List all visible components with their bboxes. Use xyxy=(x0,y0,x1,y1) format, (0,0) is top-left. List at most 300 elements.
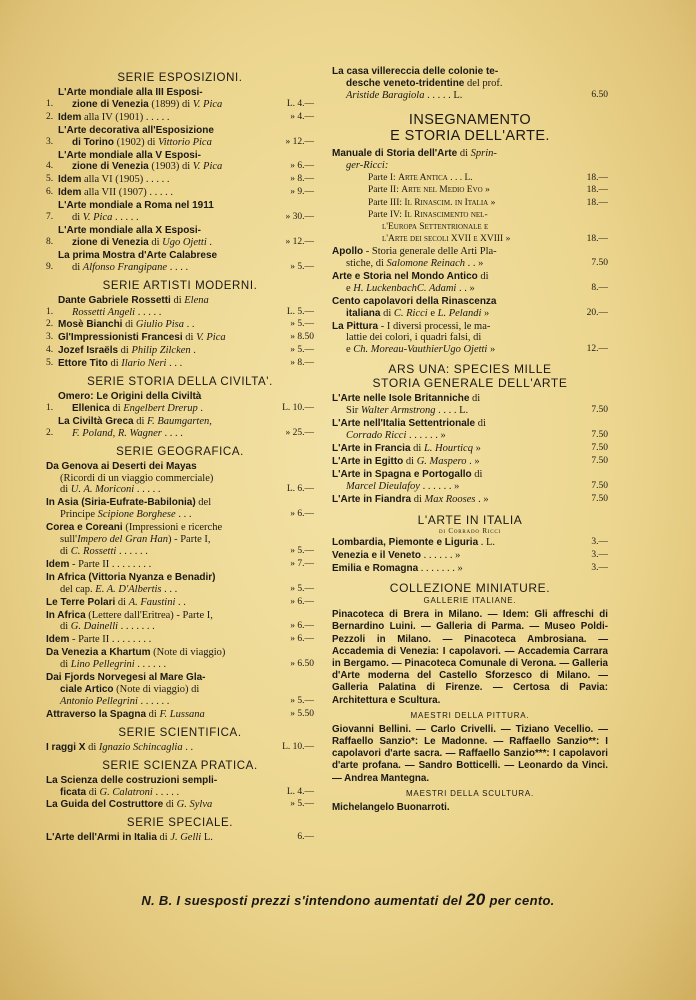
entry-leader: . » xyxy=(475,493,489,505)
entry-author: Lino Pellegrini xyxy=(70,659,135,671)
entry-text-part: (Lettere dall'Eritrea) - Parte I, xyxy=(85,609,213,621)
entry-title: Apollo xyxy=(332,246,364,258)
catalog-entry xyxy=(46,150,314,174)
entry-price: » 6.— xyxy=(290,621,314,632)
entry-author: Philip Zilcken xyxy=(131,345,191,357)
entry-author: Ugo Ojetti xyxy=(442,344,488,356)
catalog-entry xyxy=(46,647,314,671)
entry-price: 7.50 xyxy=(591,405,608,416)
entry-title: La Guida del Costruttore xyxy=(46,799,164,811)
entry-title: Dante Gabriele Rossetti xyxy=(58,294,171,306)
entry-title: L'Arte in Francia xyxy=(332,442,411,454)
entry-author: V. Pica xyxy=(196,332,226,344)
entry-text-part: (Ricordi di un viaggio commerciale) xyxy=(60,472,214,484)
entry-title: L'Arte in Egitto xyxy=(332,455,404,467)
entry-text-part: alla VI (1905) . . . . . xyxy=(81,174,170,186)
entry-title: Idem xyxy=(46,634,70,646)
entry-leader: » xyxy=(472,442,481,454)
entry-continuation xyxy=(58,307,276,319)
catalog-entry xyxy=(46,522,314,558)
catalog-entry xyxy=(332,321,608,357)
entry-title: In Africa xyxy=(46,609,86,621)
entry-text-part: di xyxy=(182,332,197,344)
entry-title: La Civiltà Greca xyxy=(58,415,134,427)
entry-author: Aristide Baragiola xyxy=(346,89,425,101)
entry-leader: ) - Parte I, xyxy=(167,534,211,546)
entry-number: 5. xyxy=(46,174,54,185)
entry-author: L. Hourticq xyxy=(423,442,473,454)
entry-leader: » xyxy=(481,307,490,319)
entry-author: ger-Ricci: xyxy=(346,159,389,171)
entry-price: L. 4.— xyxy=(286,98,314,109)
volume-part xyxy=(332,210,608,245)
entry-text-part: di xyxy=(109,402,124,414)
entry-text-part: di xyxy=(146,708,160,720)
entry-text-part: (Note di viaggio) di xyxy=(113,683,200,695)
entry-text xyxy=(46,559,276,571)
volume-part-text xyxy=(332,173,570,185)
entry-continuation xyxy=(58,262,276,274)
entry-leader: . L. xyxy=(478,537,496,549)
note-percent: 20 xyxy=(466,890,486,909)
catalog-entry xyxy=(46,358,314,370)
entry-author: Ch. Moreau-Vauthier xyxy=(353,344,443,356)
entry-title: In Asia (Siria-Eufrate-Babilonia) xyxy=(46,497,196,509)
entry-continuation xyxy=(46,659,276,671)
entry-price: L. 5.— xyxy=(286,306,314,317)
entry-author: Elena xyxy=(184,294,209,306)
entry-text xyxy=(58,174,276,186)
entry-number: 8. xyxy=(46,236,54,247)
entry-continuation xyxy=(46,546,276,558)
entry-title: Idem xyxy=(58,187,82,199)
entry-text-part: di xyxy=(156,832,171,844)
section-title-arsuna: ARS UNA: SPECIES MILLE xyxy=(388,362,552,377)
entry-text xyxy=(332,469,570,493)
entry-price: » 8.50 xyxy=(290,332,314,343)
entry-continuation xyxy=(332,344,570,356)
entry-text xyxy=(46,497,276,521)
entry-title: L'Arte mondiale alla III Esposi- xyxy=(58,87,203,98)
entry-leader: . . . . . L. xyxy=(424,89,463,101)
entry-title: Ettore Tito xyxy=(58,358,108,370)
entry-leader: . . . . xyxy=(167,261,189,273)
section-title-esposizioni: SERIE ESPOSIZIONI. xyxy=(117,72,243,84)
entry-leader: . . » xyxy=(464,258,484,269)
entry-text-part: di xyxy=(86,786,100,798)
entry-price: » 12.— xyxy=(285,236,314,247)
entry-number: 5. xyxy=(46,358,54,369)
catalog-entry xyxy=(46,416,314,440)
entry-continuation xyxy=(46,584,276,596)
entry-text-part: sull' xyxy=(60,534,78,546)
catalog-entry xyxy=(46,634,314,646)
entry-author: V. Pica xyxy=(192,98,223,110)
entry-price: » 8.— xyxy=(290,358,314,369)
entry-price: » 12.— xyxy=(285,136,314,147)
entry-continuation xyxy=(58,137,276,149)
section-subtitle-insegnamento: E STORIA DELL'ARTE. xyxy=(390,127,550,144)
catalog-entry xyxy=(332,550,608,562)
entry-text-part: del prof. xyxy=(464,77,503,89)
entry-text xyxy=(58,319,276,331)
catalog-entry xyxy=(46,391,314,415)
entry-text-part: di xyxy=(410,442,424,454)
catalog-entry xyxy=(46,319,314,331)
catalog-entry xyxy=(46,672,314,708)
entry-author: A. Faustini xyxy=(128,596,176,608)
entry-text-part: - Parte II . . . . . . . . xyxy=(69,558,152,570)
catalog-entry xyxy=(332,537,608,549)
entry-title: Idem xyxy=(58,111,82,123)
entry-leader: . . . . xyxy=(161,427,183,439)
catalog-entry xyxy=(46,174,314,186)
entry-title: L'Arte mondiale alla V Esposi- xyxy=(58,149,201,161)
entry-leader: . xyxy=(190,345,196,357)
entry-leader: . . . . . xyxy=(112,212,139,224)
entry-text-part: - Parte II . . . . . . . . xyxy=(69,634,152,646)
entry-author: Ilario Neri xyxy=(121,358,167,370)
entry-text xyxy=(46,461,276,497)
entry-number: 4. xyxy=(46,345,54,356)
entry-author: Giulio Pisa xyxy=(135,319,185,331)
volume-part-label: Parte IV: xyxy=(368,210,405,221)
entry-continuation xyxy=(46,787,276,799)
entry-price: 18.— xyxy=(586,197,608,208)
entry-continuation xyxy=(332,90,570,102)
entry-leader: . . . . . xyxy=(135,306,162,318)
entry-price: » 6.50 xyxy=(290,659,314,670)
catalog-entry xyxy=(332,456,608,468)
entry-author: Rossetti Angeli xyxy=(72,306,136,318)
entry-text xyxy=(332,550,570,562)
entry-continuation xyxy=(46,534,276,546)
entry-price: » 5.50 xyxy=(290,708,314,719)
entry-price: 7.50 xyxy=(591,480,608,491)
entry-text xyxy=(332,456,570,468)
entry-text-part: di xyxy=(380,307,394,319)
entry-text xyxy=(46,610,276,634)
entry-author: V. Pica xyxy=(192,161,223,173)
entry-title: La Scienza delle costruzioni sempli- xyxy=(46,774,218,786)
entry-price: 18.— xyxy=(586,172,608,183)
entry-title: Venezia e il Veneto xyxy=(332,550,421,562)
entry-text-part: di xyxy=(148,236,163,248)
entry-number: 1. xyxy=(46,98,54,109)
entry-continuation xyxy=(332,308,570,320)
entry-author: G. Maspero xyxy=(416,455,467,467)
entry-price: » 6.— xyxy=(290,161,314,172)
entry-author: Ugo Ojetti xyxy=(162,236,207,248)
entry-title: Lombardia, Piemonte e Liguria xyxy=(332,537,479,549)
entry-text-part: (1899) di xyxy=(148,98,193,110)
volume-part-cont xyxy=(368,234,570,246)
entry-price: 12.— xyxy=(586,344,608,355)
entry-text-part: alla IV (1901) . . . . . xyxy=(81,111,170,123)
entry-author: J. Gelli xyxy=(170,832,202,844)
entry-text-part: di xyxy=(471,468,483,480)
entry-title: Mosè Bianchi xyxy=(58,319,123,331)
entry-author: G. Sylva xyxy=(176,799,213,811)
entry-text-part: di xyxy=(72,261,83,273)
section-title-speciale: SERIE SPECIALE. xyxy=(126,817,234,830)
entry-text xyxy=(332,443,570,455)
entry-text xyxy=(58,225,276,249)
catalog-entry xyxy=(46,125,314,149)
entry-title-cont: zione di Venezia xyxy=(72,161,149,173)
entry-title: Idem xyxy=(46,558,70,570)
entry-continuation xyxy=(58,428,276,440)
entry-price: » 7.— xyxy=(290,558,314,569)
entry-leader: . . xyxy=(184,319,195,331)
volume-part-text xyxy=(332,185,570,197)
entry-text xyxy=(332,563,570,575)
entry-leader: . . . . . . » xyxy=(420,550,461,562)
entry-continuation xyxy=(46,684,276,696)
entry-title: Le Terre Polari xyxy=(46,596,116,608)
entry-price: » 25.— xyxy=(285,427,314,438)
entry-price: » 5.— xyxy=(290,261,314,272)
entry-text-part: e xyxy=(346,282,354,294)
entry-text xyxy=(58,200,276,224)
entry-leader: . . » xyxy=(456,282,475,294)
section-title-geografica: SERIE GEOGRAFICA. xyxy=(116,445,244,458)
entry-title: La Pittura xyxy=(332,320,379,332)
entry-text xyxy=(46,742,276,754)
entry-text-part: di xyxy=(60,484,71,496)
entry-title: L'Arte nelle Isole Britanniche xyxy=(332,393,470,405)
entry-number: 1. xyxy=(46,306,54,317)
entry-author: Marcel Dieulafoy xyxy=(346,480,420,492)
entry-price: » 5.— xyxy=(290,546,314,556)
entry-text-part: (1903) di xyxy=(148,161,193,173)
entry-continuation xyxy=(332,78,570,90)
section-subtitle-arsuna: STORIA GENERALE DELL'ARTE xyxy=(372,376,568,391)
entry-title: Jozef Israëls xyxy=(58,345,119,357)
entry-continuation xyxy=(332,430,570,442)
catalog-entry xyxy=(46,200,314,224)
volume-part-cont: l'Europa Settentrionale e xyxy=(382,221,489,232)
volume-part-text xyxy=(332,198,570,210)
catalog-entry xyxy=(46,559,314,571)
entry-price: » 4.— xyxy=(290,111,314,122)
entry-text-part: e xyxy=(427,307,438,319)
catalog-entry xyxy=(46,497,314,521)
entry-leader: . . . . . . xyxy=(134,659,167,671)
entry-text xyxy=(46,775,276,799)
catalog-entry xyxy=(332,246,608,270)
entry-title-cont: zione di Venezia xyxy=(72,236,149,248)
entry-continuation xyxy=(332,405,570,417)
entry-title: Da Genova ai Deserti dei Mayas xyxy=(46,460,197,472)
volume-part-title: Arte nel Medio Evo xyxy=(401,185,483,196)
entry-price: 6.— xyxy=(297,832,314,843)
entry-title: Emilia e Romagna xyxy=(332,563,419,575)
catalog-entry xyxy=(46,461,314,497)
entry-number: 2. xyxy=(46,319,54,330)
entry-title: L'Arte in Fiandra xyxy=(332,493,412,505)
entry-price: 20.— xyxy=(586,307,608,318)
entry-text-part: (1902) di xyxy=(114,136,159,148)
volume-part-label: Parte III: xyxy=(368,197,405,208)
entry-title-cont: ficata xyxy=(60,786,87,798)
entry-author: Alfonso Frangipane xyxy=(82,261,168,273)
entry-leader: . . . . . . » xyxy=(419,480,460,492)
entry-price: » 5.— xyxy=(290,345,314,356)
entry-price: 7.50 xyxy=(591,455,608,466)
entry-leader: . . . . . xyxy=(152,786,180,798)
entry-leader: . . . . . . . » xyxy=(418,563,463,575)
entry-author: Corrado Ricci xyxy=(346,429,407,441)
entry-title: L'Arte dell'Armi in Italia xyxy=(46,832,157,844)
catalog-entry xyxy=(46,775,314,799)
entry-text xyxy=(332,418,570,442)
entry-continuation xyxy=(58,99,276,111)
entry-leader: . xyxy=(197,402,204,414)
entry-text-part: di xyxy=(122,319,136,331)
entry-title-cont: desche veneto-tridentine xyxy=(346,77,465,89)
entry-text xyxy=(46,572,276,596)
entry-text-part: del xyxy=(195,497,212,509)
entry-title: La casa villereccia delle colonie te- xyxy=(332,66,499,77)
entry-continuation xyxy=(58,161,276,173)
entry-text xyxy=(46,634,276,646)
entry-continuation xyxy=(332,481,570,493)
volume-part-label: Parte I: xyxy=(368,172,399,183)
entry-text xyxy=(332,148,608,172)
entry-text-part: - Storia generale delle Arti Pla- xyxy=(363,246,497,258)
entry-title-cont: zione di Venezia xyxy=(72,98,149,110)
catalog-entry xyxy=(46,112,314,124)
entry-text-part: di xyxy=(60,546,71,557)
entry-author: Max Rooses xyxy=(424,493,476,505)
section-title-pratica: SERIE SCIENZA PRATICA. xyxy=(102,759,258,772)
volume-part-title: Il Rinascimento nel- xyxy=(404,210,488,221)
entry-leader: . . . . L. xyxy=(435,405,469,417)
catalog-entry xyxy=(332,563,608,575)
entry-leader: » xyxy=(488,197,496,208)
section-title-insegnamento: INSEGNAMENTO xyxy=(408,111,532,128)
entry-text-part: di xyxy=(477,270,489,282)
section-title-civilta: SERIE STORIA DELLA CIVILTA'. xyxy=(87,376,273,389)
catalog-entry xyxy=(46,832,314,844)
catalog-entry xyxy=(46,187,314,199)
section-title-scientifica: SERIE SCIENTIFICA. xyxy=(118,726,242,739)
entry-continuation xyxy=(332,283,570,295)
entry-text-part: di xyxy=(115,596,129,608)
catalog-entry xyxy=(332,148,608,172)
entry-text-part: di xyxy=(85,741,99,753)
entry-text xyxy=(58,87,276,111)
entry-author: H. Luckenbach xyxy=(353,282,417,294)
entry-text-part: (Note di viaggio) xyxy=(150,647,226,659)
entry-author: Impero del Gran Han xyxy=(77,534,168,546)
entry-text xyxy=(58,416,276,440)
entry-leader: . . . xyxy=(175,509,192,521)
entry-leader: . » xyxy=(466,455,480,467)
entry-text xyxy=(58,345,276,357)
entry-continuation xyxy=(46,473,276,485)
entry-text-part: lattie dei colori, i quadri falsi, di xyxy=(346,332,482,344)
catalog-entry xyxy=(332,469,608,493)
gallerie-paragraph: Pinacoteca di Brera in Milano. — Idem: Gli affreschi di Bernardino Luini. — Galleria di Parma. — Museo Poldi-Pezzoli in Milano. — Pinacoteca Ambrosiana. — Accademia di Venezia: I capolavori. — Accademia Carrara in Bergamo. — Pinacoteca Comunale di Verona. — Galleria d'Arte moderna del Castello Sforzesco di Milano. — Galleria Palatina di Firenze. — Certosa di Pavia: Architettura e Scultura. xyxy=(332,609,608,706)
entry-leader: . . . . . . . xyxy=(118,621,155,633)
entry-continuation xyxy=(58,237,276,249)
entry-price: 3.— xyxy=(591,537,608,548)
entry-text-part: di xyxy=(118,345,132,357)
section-title-artisti: SERIE ARTISTI MODERNI. xyxy=(102,279,258,292)
entry-author: V. Pica xyxy=(82,212,113,224)
entry-text-part: di xyxy=(133,415,148,427)
catalog-entry xyxy=(46,295,314,319)
entry-text-part: - I diversi processi, le ma- xyxy=(378,320,491,332)
entry-text xyxy=(46,709,276,721)
entry-author: Engelbert Drerup xyxy=(123,402,198,414)
entry-continuation xyxy=(46,696,276,708)
catalog-entry xyxy=(332,66,608,102)
entry-author: F. Poland, R. Wagner xyxy=(72,427,162,439)
entry-text xyxy=(58,295,276,319)
entry-text xyxy=(58,358,276,370)
entry-price: L. 6.— xyxy=(286,484,314,495)
entry-continuation xyxy=(46,509,276,521)
section-title-italia: L'ARTE IN ITALIA xyxy=(417,513,523,528)
entry-author: F. Lussana xyxy=(159,708,205,720)
entry-text-part: di xyxy=(60,621,71,633)
entry-number: 7. xyxy=(46,212,54,223)
entry-price: L. 10.— xyxy=(282,402,314,413)
entry-price: 8.— xyxy=(591,282,608,293)
entry-price: 7.50 xyxy=(591,493,608,504)
volume-part xyxy=(332,198,608,210)
entry-text-part: di xyxy=(163,799,177,811)
catalog-entry xyxy=(332,393,608,417)
entry-author: Ignazio Schincaglia xyxy=(98,741,183,753)
entry-continuation xyxy=(332,160,608,172)
entry-author: C. Ricci xyxy=(393,307,428,319)
entry-title: L'Arte mondiale a Roma nel 1911 xyxy=(58,200,214,212)
entry-price: » 6.— xyxy=(290,634,314,645)
entry-price: 7.50 xyxy=(591,429,608,440)
entry-price: » 5.— xyxy=(290,695,314,706)
entry-title: Manuale di Storia dell'Arte xyxy=(332,147,458,159)
entry-author: L. Pelandi xyxy=(437,307,482,319)
entry-text xyxy=(46,522,276,558)
entry-leader: . . . . . . xyxy=(137,695,170,707)
entry-author: Salomone Reinach xyxy=(386,258,465,269)
entry-leader: . . . xyxy=(161,583,178,595)
entry-text xyxy=(58,250,276,274)
section-subtitle-pittura: MAESTRI DELLA PITTURA. xyxy=(410,710,530,720)
entry-continuation xyxy=(46,621,276,633)
entry-title: Gl'Impressionisti Francesi xyxy=(58,332,183,344)
entry-text-part: di xyxy=(170,294,185,306)
entry-title: L'Arte mondiale alla X Esposi- xyxy=(58,224,201,236)
footer-note xyxy=(0,890,696,910)
entry-leader: . . xyxy=(182,741,194,753)
entry-text-part: Principe xyxy=(60,509,98,521)
volume-part xyxy=(332,185,608,197)
entry-text xyxy=(332,321,570,357)
entry-text-part: e xyxy=(346,344,354,356)
entry-text-part: di xyxy=(107,358,122,370)
entry-price: » 8.— xyxy=(290,174,314,185)
catalog-entry xyxy=(46,597,314,609)
section-title-miniature: COLLEZIONE MINIATURE. xyxy=(389,581,551,596)
entry-title: L'Arte nell'Italia Settentrionale xyxy=(332,418,476,430)
entry-title-cont: ciale Artico xyxy=(60,683,114,695)
entry-title: Idem xyxy=(58,174,82,186)
